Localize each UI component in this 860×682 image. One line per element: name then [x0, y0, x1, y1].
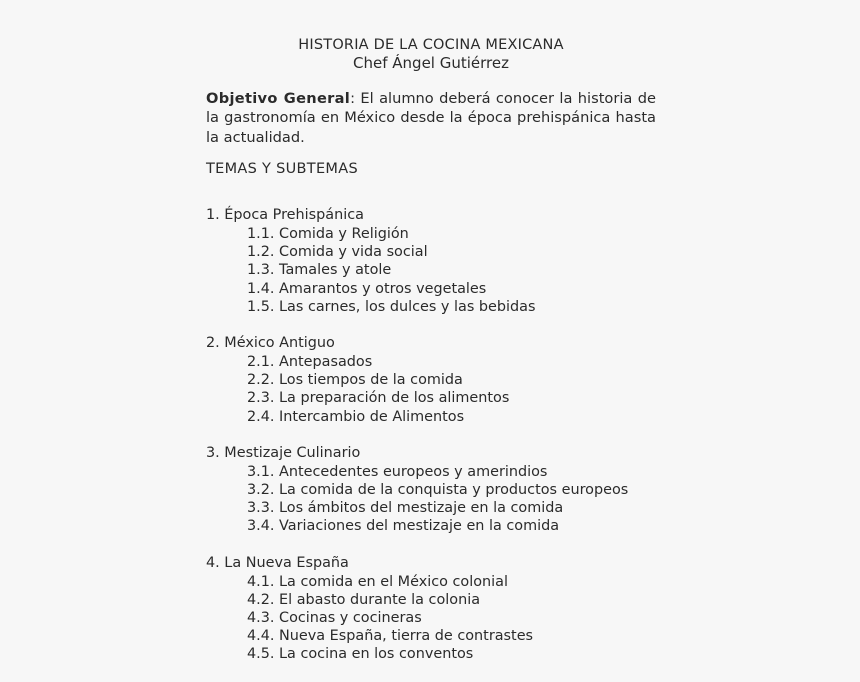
objective-label: Objetivo General: [206, 89, 351, 107]
subtopic-item: 3.1. Antecedentes europeos y amerindios: [247, 463, 548, 480]
topic-title: 1. Época Prehispánica: [206, 207, 364, 223]
subtopic-item: 2.1. Antepasados: [247, 354, 373, 371]
objective-paragraph: [206, 89, 656, 148]
subtopic-item: 2.3. La preparación de los alimentos: [247, 390, 510, 407]
document-title: HISTORIA DE LA COCINA MEXICANA: [298, 37, 564, 53]
subtopic-item: 1.5. Las carnes, los dulces y las bebidas: [247, 298, 536, 315]
subtopic-item: 1.1. Comida y Religión: [247, 226, 409, 242]
outline-heading: TEMAS Y SUBTEMAS: [206, 161, 358, 177]
topic-title: 4. La Nueva España: [206, 554, 349, 571]
subtopic-item: 4.3. Cocinas y cocineras: [247, 610, 422, 627]
document-header: [206, 36, 656, 73]
subtopic-item: 2.4. Intercambio de Alimentos: [247, 408, 465, 425]
topic-title: 3. Mestizaje Culinario: [206, 444, 361, 461]
subtopic-item: 4.5. La cocina en los conventos: [247, 646, 474, 663]
topic-block: [0, 206, 860, 316]
subtopic-item: 3.2. La comida de la conquista y productos europeos: [247, 482, 629, 499]
topic-block: [0, 444, 860, 536]
topic-block: [0, 554, 860, 664]
objective-body: : El alumno deberá conocer la historia de la gastronomía en México desde la época prehispánica hasta la actualidad.: [206, 89, 656, 146]
subtopic-item: 1.4. Amarantos y otros vegetales: [247, 280, 487, 297]
document-author: Chef Ángel Gutiérrez: [353, 54, 509, 72]
subtopic-item: 3.3. Los ámbitos del mestizaje en la comida: [247, 500, 564, 517]
subtopic-item: 4.4. Nueva España, tierra de contrastes: [247, 628, 534, 645]
topic-block: [0, 334, 860, 426]
topic-title: 2. México Antiguo: [206, 335, 335, 352]
outline-list: [0, 206, 860, 682]
subtopic-item: 4.2. El abasto durante la colonia: [247, 591, 481, 608]
subtopic-item: 1.3. Tamales y atole: [247, 262, 392, 279]
subtopic-item: 3.4. Variaciones del mestizaje en la comida: [247, 518, 560, 535]
subtopic-item: 4.1. La comida en el México colonial: [247, 573, 508, 590]
subtopic-item: 1.2. Comida y vida social: [247, 244, 428, 261]
subtopic-item: 2.2. Los tiempos de la comida: [247, 372, 463, 389]
